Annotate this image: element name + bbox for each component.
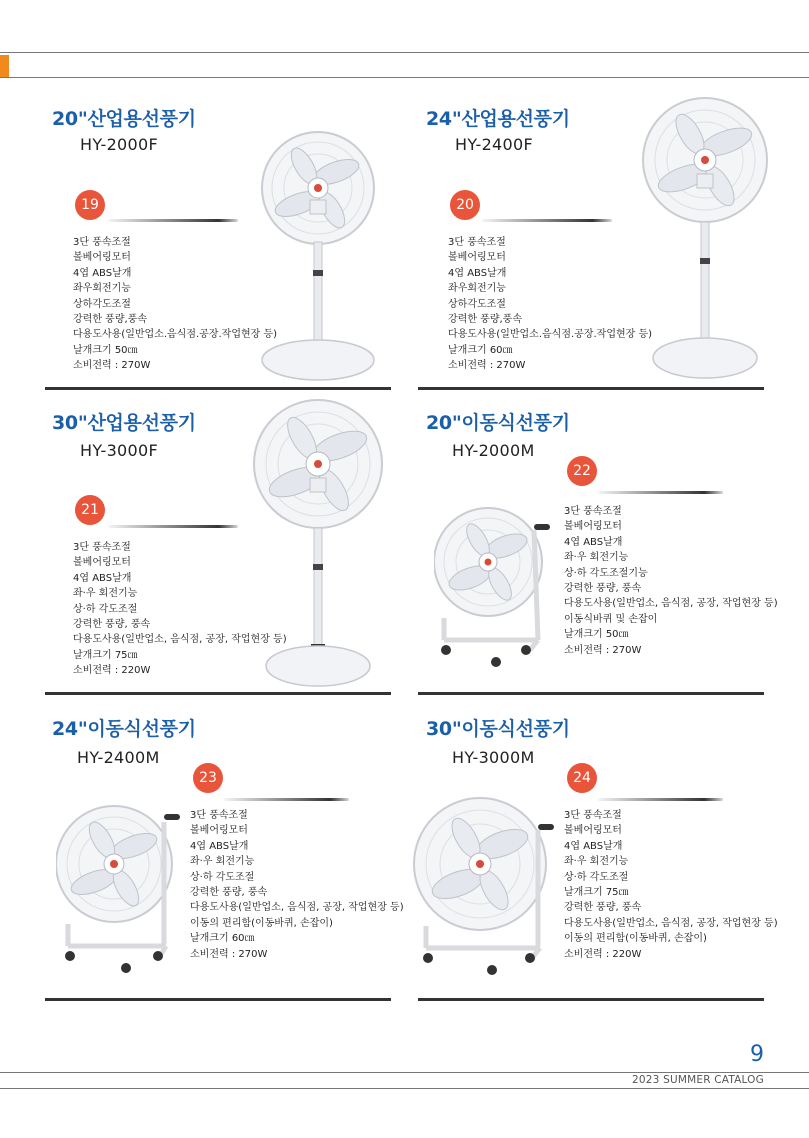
footer-bottom-line [0, 1088, 809, 1089]
mobile-fan-image [56, 798, 184, 978]
spec-item: 이동의 편리함(이동바퀴, 손잡이) [190, 917, 333, 929]
product-model: HY-3000F [80, 441, 159, 460]
product-number-badge: 23 [193, 763, 223, 793]
product-title: 30"이동식선풍기 [426, 718, 570, 740]
spec-item: 다용도사용(일반업소.음식점.공장.작업현장 등) [73, 329, 278, 341]
section-divider [45, 998, 391, 1001]
spec-item: 볼베어링모터 [73, 557, 131, 569]
product-number-badge: 19 [75, 190, 105, 220]
spec-item: 3단 풍속조절 [73, 542, 131, 553]
header-bottom-line [0, 77, 809, 78]
spec-item: 다용도사용(일반업소.음식점.공장.작업현장 등) [448, 329, 653, 341]
section-divider [45, 692, 391, 695]
spec-item: 3단 풍속조절 [564, 506, 622, 517]
spec-item: 상하각도조절 [448, 298, 506, 310]
product-title: 20"이동식선풍기 [426, 412, 570, 434]
spec-item: 4엽 ABS날개 [448, 267, 507, 279]
spec-item: 강력한 풍량, 풍속 [190, 887, 268, 899]
spec-item: 좌·우 회전기능 [564, 856, 629, 868]
spec-item: 3단 풍속조절 [564, 810, 622, 821]
spec-item: 소비전력 : 270W [73, 360, 151, 372]
spec-item: 3단 풍속조절 [73, 237, 131, 248]
spec-item: 4엽 ABS날개 [190, 840, 249, 852]
spec-item: 상·하 각도조절기능 [564, 567, 648, 579]
section-divider [418, 692, 764, 695]
stand-fan-image [258, 130, 378, 382]
badge-swoosh [108, 525, 238, 528]
spec-item: 다용도사용(일반업소, 음식점, 공장, 작업현장 등) [564, 598, 778, 610]
spec-item: 소비전력 : 270W [564, 644, 642, 656]
section-divider [45, 387, 391, 390]
spec-item: 4엽 ABS날개 [564, 840, 623, 852]
spec-list [73, 235, 277, 374]
product-model: HY-2000F [80, 135, 159, 154]
badge-swoosh [598, 491, 723, 494]
spec-item: 날개크기 50㎝ [564, 629, 629, 641]
product-model: HY-2400F [455, 135, 534, 154]
spec-list [564, 504, 778, 658]
spec-item: 상·하 각도조절 [190, 871, 255, 883]
header-top-line [0, 52, 809, 53]
product-number-badge: 24 [567, 763, 597, 793]
spec-item: 소비전력 : 220W [73, 665, 151, 677]
mobile-fan-image [434, 500, 554, 672]
header-accent [0, 55, 9, 77]
catalog-label: 2023 SUMMER CATALOG [632, 1074, 764, 1086]
spec-item: 4엽 ABS날개 [564, 536, 623, 548]
product-model: HY-2400M [77, 748, 160, 767]
spec-item: 이동식바퀴 및 손잡이 [564, 613, 658, 625]
badge-swoosh [108, 219, 238, 222]
badge-swoosh [224, 798, 349, 801]
spec-item: 볼베어링모터 [190, 825, 248, 837]
spec-item: 4엽 ABS날개 [73, 267, 132, 279]
spec-item: 다용도사용(일반업소, 음식점, 공장, 작업현장 등) [190, 902, 404, 914]
product-title: 30"산업용선풍기 [52, 412, 196, 434]
spec-list [448, 235, 652, 374]
spec-item: 볼베어링모터 [564, 825, 622, 837]
spec-item: 날개크기 60㎝ [448, 344, 513, 356]
spec-item: 상·하 각도조절 [73, 603, 138, 615]
spec-item: 강력한 풍량,풍속 [448, 314, 522, 326]
spec-item: 좌우회전기능 [448, 283, 506, 295]
page-number: 9 [750, 1042, 764, 1067]
spec-item: 4엽 ABS날개 [73, 572, 132, 584]
product-number-badge: 20 [450, 190, 480, 220]
product-number-badge: 22 [567, 456, 597, 486]
header-bar [0, 52, 809, 78]
section-divider [418, 998, 764, 1001]
spec-item: 강력한 풍량,풍속 [73, 314, 147, 326]
stand-fan-image [640, 94, 770, 384]
spec-item: 강력한 풍량, 풍속 [564, 902, 642, 914]
mobile-fan-image [412, 790, 558, 980]
spec-item: 날개크기 75㎝ [564, 887, 629, 899]
footer-top-line [0, 1072, 809, 1073]
spec-list [564, 808, 778, 962]
spec-item: 강력한 풍량, 풍속 [73, 619, 151, 631]
product-title: 24"산업용선풍기 [426, 108, 570, 130]
product-model: HY-2000M [452, 441, 535, 460]
product-number-badge: 21 [75, 495, 105, 525]
spec-item: 상하각도조절 [73, 298, 131, 310]
product-title: 24"이동식선풍기 [52, 718, 196, 740]
spec-item: 3단 풍속조절 [448, 237, 506, 248]
section-divider [418, 387, 764, 390]
spec-item: 볼베어링모터 [564, 521, 622, 533]
spec-item: 이동의 편리함(이동바퀴, 손잡이) [564, 933, 707, 945]
spec-item: 소비전력 : 270W [448, 360, 526, 372]
spec-list [190, 808, 404, 962]
spec-item: 다용도사용(일반업소, 음식점, 공장, 작업현장 등) [564, 917, 778, 929]
spec-item: 강력한 풍량, 풍속 [564, 583, 642, 595]
spec-item: 좌우회전기능 [73, 283, 131, 295]
spec-item: 좌·우 회전기능 [73, 588, 138, 600]
product-title: 20"산업용선풍기 [52, 108, 196, 130]
spec-item: 날개크기 75㎝ [73, 649, 138, 661]
spec-item: 3단 풍속조절 [190, 810, 248, 821]
spec-item: 좌·우 회전기능 [564, 552, 629, 564]
badge-swoosh [482, 219, 612, 222]
product-model: HY-3000M [452, 748, 535, 767]
spec-item: 볼베어링모터 [448, 252, 506, 264]
spec-item: 상·하 각도조절 [564, 871, 629, 883]
spec-item: 소비전력 : 220W [564, 948, 642, 960]
spec-item: 날개크기 60㎝ [190, 933, 255, 945]
badge-swoosh [598, 798, 723, 801]
spec-item: 좌·우 회전기능 [190, 856, 255, 868]
stand-fan-image [248, 398, 388, 690]
spec-item: 날개크기 50㎝ [73, 344, 138, 356]
spec-item: 소비전력 : 270W [190, 948, 268, 960]
spec-item: 볼베어링모터 [73, 252, 131, 264]
spec-item: 다용도사용(일반업소, 음식점, 공장, 작업현장 등) [73, 634, 287, 646]
